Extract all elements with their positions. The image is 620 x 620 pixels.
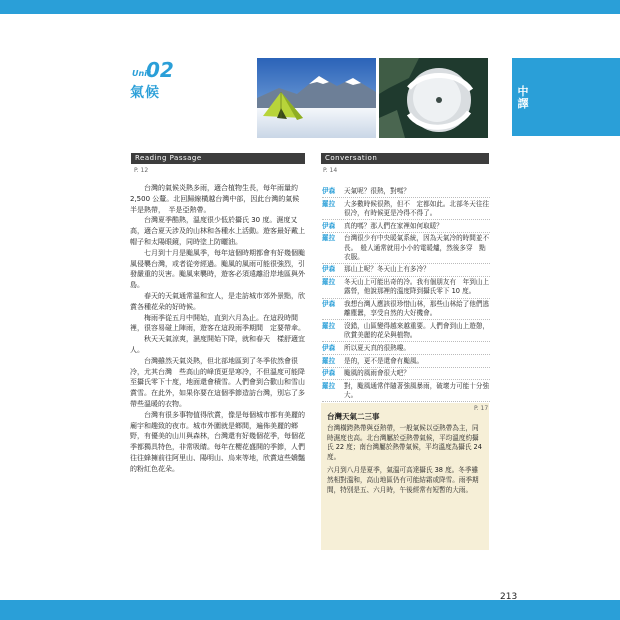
unit-label: Unit <box>132 69 151 78</box>
passage-paragraph: 春天的天氣通常溫和宜人，是走訪城市郊外景點，欣賞各種花朵的好時候。 <box>130 291 305 311</box>
speaker-name: 羅拉 <box>322 199 336 208</box>
utterance-text: 冬天山上可能出奇的冷。我有個朋友有 年到山上露營，他說那裡的溫度降到攝氏零下 10 度。 <box>344 278 490 296</box>
passage-paragraph: 台灣雖然天氣炎熱，但北部地區到了冬季依然會很冷，尤其台灣 些高山的峰頂更是寒冷，不但溫度可能降至攝氏零下十度，地面還會積雪。人們會到合歡山和雪山賞雪。在此外，如果你要在這個季節造訪台灣，別忘了多帶些溫暖的衣物。 <box>130 356 305 408</box>
speaker-name: 羅拉 <box>322 234 336 243</box>
side-tab-label: 中譯 <box>517 85 529 110</box>
reading-passage <box>130 183 306 475</box>
note-title: 台灣天氣二三事 <box>327 412 380 421</box>
utterance-text: 真的嗎？那人們在家裡如何取暖？ <box>344 221 443 230</box>
speaker-name: 羅拉 <box>322 381 336 390</box>
page-number: 213 <box>500 592 518 602</box>
note-body <box>327 424 484 499</box>
utterance-text: 那山上呢？冬天山上有多冷？ <box>344 265 430 274</box>
typhoon-photo-illustration <box>379 58 488 138</box>
utterance-text: 台灣很少有中央暖氣系統，因為天氣冷的時間並不長。 般人通常就用小小的電暖爐，然後多穿 點衣服。 <box>344 234 490 261</box>
speaker-name: 羅拉 <box>322 278 336 287</box>
dialogue-line <box>322 300 490 320</box>
dialogue-line <box>322 265 490 276</box>
dialogue-line <box>322 357 490 368</box>
speaker-name: 伊森 <box>322 221 336 230</box>
speaker-name: 伊森 <box>322 265 336 274</box>
passage-paragraph: 台灣的氣候炎熱多雨，適合植物生長，每年雨量約 2,500 公釐。北回歸線橫越台灣中部，因此台灣的氣候 半是熱帶， 半是亞熱帶。 <box>130 184 307 214</box>
utterance-text: 對，颱風通常伴隨著強風暴雨，破壞力可能十分強大。 <box>344 381 490 400</box>
utterance-text: 天氣呢？很熱，對嗎？ <box>344 187 410 195</box>
passage-paragraph: 秋天天氣涼爽，濕度開始下降，就和春天 樣舒適宜人。 <box>130 335 305 354</box>
dialogue-line <box>322 344 490 355</box>
bottom-color-strip <box>0 600 620 620</box>
speaker-name: 伊森 <box>322 343 336 352</box>
speaker-name: 伊森 <box>322 187 336 195</box>
passage-paragraph: 台灣夏季酷熱，溫度很少低於攝氏 30 度。濕度又高，適合夏天涉及的山林和各種水上活動。遊客最好戴上帽子和太陽眼鏡，同時塗上防曬油。 <box>130 216 305 246</box>
passage-paragraph: 台灣有很多事物值得欣賞，像是每個城市都有美麗的廟宇和趣致的夜市。城市外圍就是鄉間，遍佈美麗的鄉野，有優美的山川與森林，台灣還有好幾個花季，每個花季都獨具特色，非常吸睛。每年在櫻花盛開的季節，人們往往蜂擁前往阿里山、陽明山、烏來等地，欣賞這些嬌豔的粉紅色花朵。 <box>130 410 305 473</box>
dialogue-line <box>322 322 490 342</box>
dialogue-line <box>322 382 490 402</box>
utterance-text: 颱風的風雨會很大吧？ <box>344 369 410 378</box>
speaker-name: 羅拉 <box>322 356 336 365</box>
conversation-header: Conversation <box>321 153 489 164</box>
dialogue-line <box>322 222 490 233</box>
reading-passage-header: Reading Passage <box>131 153 305 164</box>
utterance-text: 大多數時候很熱，但不 定都如此。北部冬天往往很冷，有時候更是冷得不得了。 <box>344 199 490 217</box>
tent-photo-illustration <box>257 58 376 138</box>
dialogue-line <box>322 234 490 264</box>
dialogue-line <box>322 278 490 298</box>
conversation-dialogue <box>322 187 490 404</box>
dialogue-line <box>322 369 490 380</box>
unit-title: 氣候 <box>130 85 160 101</box>
top-color-strip <box>0 0 620 14</box>
passage-paragraph: 梅雨季從五月中開始，直到六月為止。在這段時間裡，很容易碰上陣雨，遊客在這段雨季期間 定要帶傘。 <box>130 313 305 333</box>
utterance-text: 所以夏天真的很熱嘍。 <box>344 343 410 352</box>
dialogue-line <box>322 200 490 220</box>
utterance-text: 是的，更不是還會有颱風。 <box>344 356 424 365</box>
conversation-page-ref: P. 14 <box>323 167 338 174</box>
speaker-name: 羅拉 <box>322 321 336 330</box>
unit-number: 02 <box>146 58 174 82</box>
typhoon-satellite-photo <box>379 58 488 138</box>
note-paragraph: 六月到八月是夏季，氣溫可高達攝氏 38 度。冬季雖然相對溫和，高山地區仍有可能結霜或降雪。雨季期間，特別是五、六月時，午後經常有短暫的大雨。 <box>327 466 479 494</box>
note-paragraph: 台灣橫跨熱帶與亞熱帶，一般氣候以亞熱帶為主，同時濕度也高。北台灣屬於亞熱帶氣候，平均溫度約攝氏 22 度；南台灣屬於熱帶氣候，平均溫度為攝氏 24 度。 <box>327 424 482 461</box>
utterance-text: 沒錯，山區變得越來越重要。人們會到山上遊憩，欣賞美麗的花朵與植物。 <box>344 321 490 340</box>
passage-paragraph: 七月到十月是颱風季，每年這個時期都會有好幾個颱風侵襲台灣，或者從旁經過。颱風的風雨可能很強烈，引發嚴重的災害。颱風來襲時，遊客必須遠離沿岸地區與外島。 <box>130 248 305 290</box>
utterance-text: 我想台灣人應該很珍惜山林，那些山林給了他們逃離塵囂，享受自然的大好機會。 <box>344 300 490 318</box>
speaker-name: 伊森 <box>322 300 336 309</box>
tent-snow-mountain-photo <box>257 58 376 138</box>
speaker-name: 伊森 <box>322 369 336 378</box>
reading-page-ref: P. 12 <box>134 167 149 174</box>
dialogue-line <box>322 187 490 198</box>
note-page-ref: P. 17 <box>474 405 489 412</box>
